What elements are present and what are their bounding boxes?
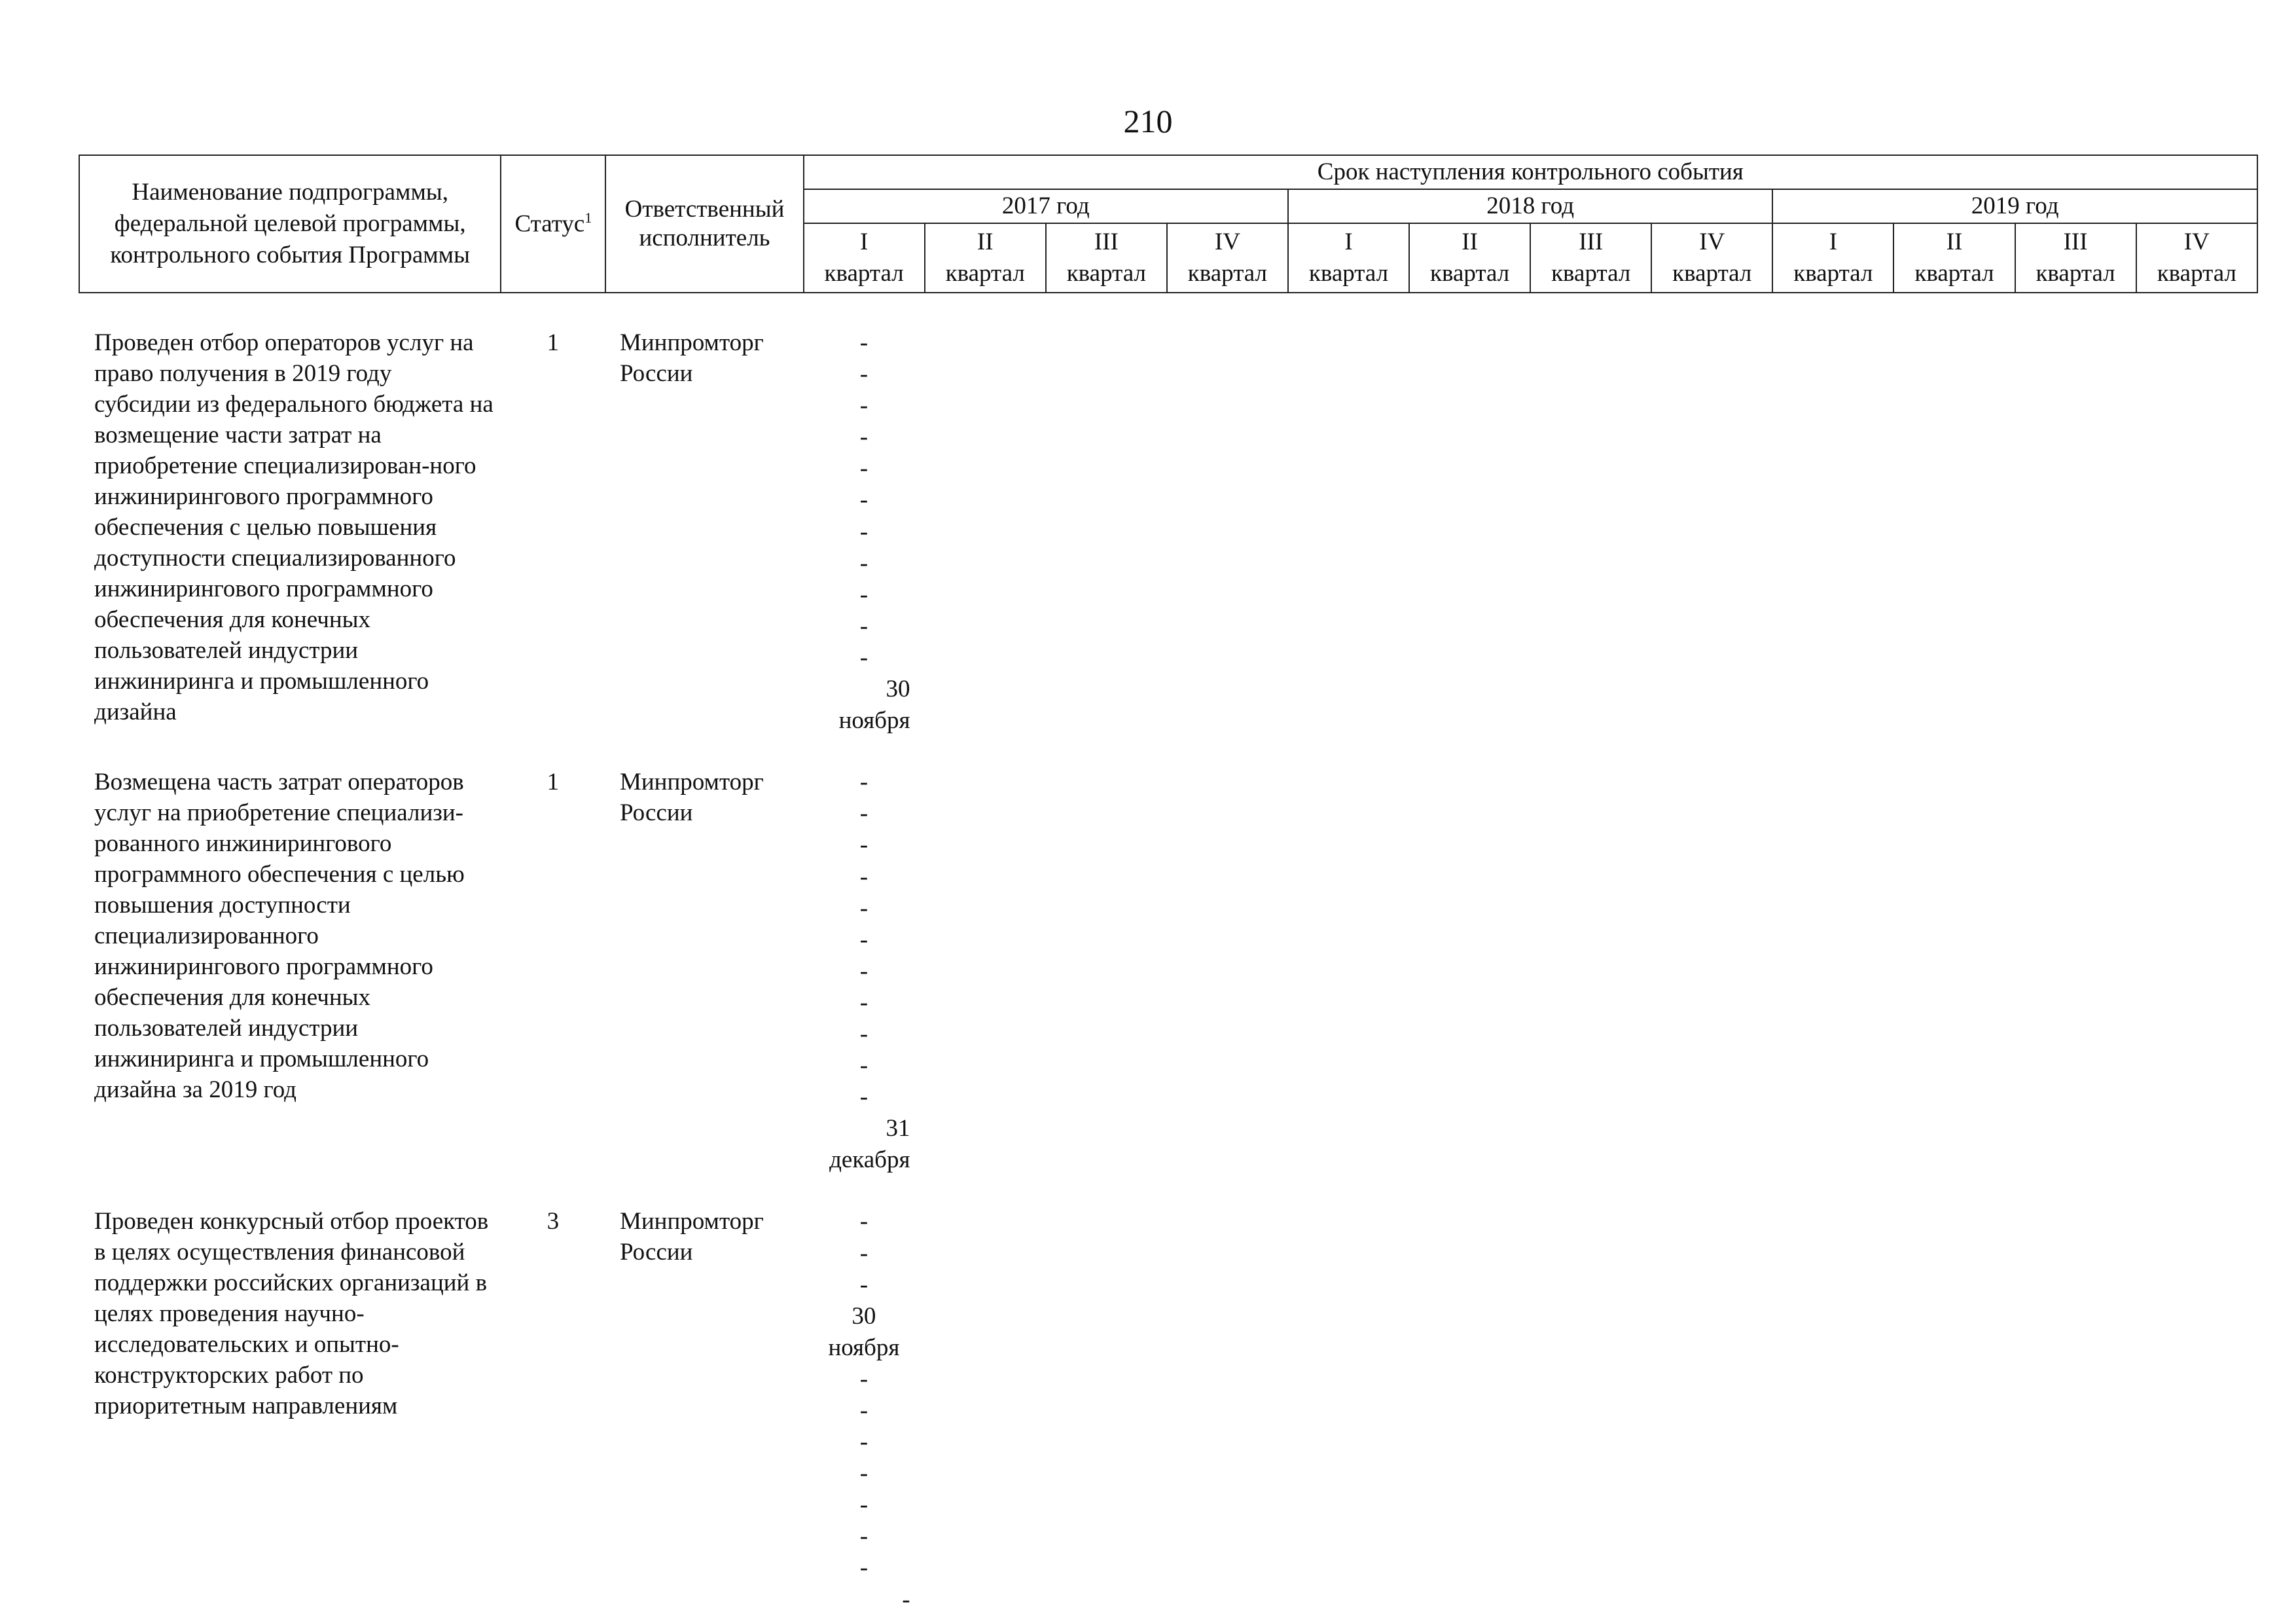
quarter-cell: -: [859, 549, 869, 577]
event-status: 1: [547, 329, 560, 356]
quarter-cell: -: [859, 1554, 869, 1582]
header-year-2017: 2017 год: [804, 189, 1288, 223]
quarter-cell: -: [859, 1020, 869, 1048]
quarter-cell: -: [859, 1429, 869, 1456]
quarter-cell: -: [859, 612, 869, 640]
header-year-2019: 2019 год: [1772, 189, 2257, 223]
header-quarter-numeral: IV: [1214, 228, 1240, 255]
header-quarter-numeral: II: [977, 228, 994, 255]
quarter-cell: -: [859, 1084, 869, 1111]
quarter-cell: -: [859, 1208, 869, 1235]
header-quarter: [1288, 223, 1409, 293]
quarter-cell: -: [859, 926, 869, 953]
header-year-2018: 2018 год: [1288, 189, 1772, 223]
event-executor: Минпромторг России: [619, 769, 764, 827]
table-header: [79, 155, 2258, 293]
header-quarter-word: квартал: [945, 260, 1025, 287]
quarter-cell: [803, 674, 924, 737]
event-name: Проведен отбор операторов услуг на право получения в 2019 году субсидии из федерального бюджета на возмещение части затрат на приобретение специализирован-ного инжинирингового программного обеспечения с целью повышения доступности специализированного инжинирингового программного обеспечения для конечных пользователей индустрии инжиниринга и промышленного дизайна: [94, 329, 493, 725]
header-quarter: [1409, 223, 1530, 293]
event-name: Проведен конкурсный отбор проектов в целях осуществления финансовой поддержки российских организаций в целях проведения научно-исследовательских и опытно-конструкторских работ по приоритетным направлениям: [94, 1208, 489, 1420]
row-spacer: [79, 737, 2258, 767]
quarter-cell-line: 30: [852, 1302, 876, 1330]
quarter-cell: -: [859, 455, 869, 483]
quarter-cell-line: декабря: [829, 1146, 910, 1174]
header-quarter-word: квартал: [1308, 260, 1389, 287]
quarter-cell: -: [859, 329, 869, 356]
quarter-cell: -: [859, 1271, 869, 1298]
quarter-cell-line: 30: [886, 676, 910, 703]
event-name: Возмещена часть затрат операторов услуг на приобретение специализи-рованного инжинирингового программного обеспечения с целью повышения доступности специализированного инжинирингового программного обеспечения для конечных пользователей индустрии инжиниринга и промышленного дизайна за 2019 год: [94, 769, 465, 1104]
header-quarter-word: квартал: [2036, 260, 2115, 287]
quarter-cell: -: [859, 424, 869, 451]
header-quarter: [1530, 223, 1651, 293]
event-status: 3: [547, 1208, 560, 1235]
event-executor: Минпромторг России: [619, 329, 764, 387]
quarter-cell: -: [859, 769, 869, 796]
header-status-footnote: 1: [584, 209, 592, 226]
event-executor: Минпромторг России: [619, 1208, 764, 1266]
header-quarter-word: квартал: [1551, 260, 1631, 287]
header-quarter-word: квартал: [1793, 260, 1873, 287]
header-quarter: [2136, 223, 2257, 293]
header-quarter-word: квартал: [1429, 260, 1510, 287]
quarter-cell-line: ноября: [828, 1334, 900, 1361]
header-quarter-word: квартал: [2157, 260, 2236, 287]
header-name-column: Наименование подпрограммы, федеральной целевой программы, контрольного события Программы: [79, 155, 501, 293]
header-quarter-numeral: IV: [2183, 228, 2210, 255]
quarter-cell: [803, 1113, 924, 1176]
header-quarter-numeral: IV: [1699, 228, 1725, 255]
quarter-cell: -: [859, 486, 869, 514]
quarter-cell-line: 31: [886, 1115, 910, 1142]
header-quarter-numeral: I: [859, 228, 869, 255]
quarter-cell: [803, 1301, 924, 1364]
table-row: [79, 327, 2258, 737]
quarter-cell: -: [859, 1239, 869, 1267]
quarter-cell-line: ноября: [838, 707, 910, 735]
header-quarter: [1772, 223, 1893, 293]
header-quarter: [1167, 223, 1288, 293]
header-quarter-word: квартал: [1066, 260, 1146, 287]
header-quarter: [804, 223, 925, 293]
quarter-cell: -: [859, 831, 869, 859]
header-quarter-word: квартал: [1672, 260, 1752, 287]
header-quarter-numeral: II: [1946, 228, 1963, 255]
quarter-cell: -: [859, 1397, 869, 1424]
header-deadline: Срок наступления контрольного события: [804, 155, 2257, 189]
header-quarter-numeral: II: [1462, 228, 1478, 255]
header-quarter-word: квартал: [1914, 260, 1994, 287]
header-quarter-word: квартал: [1187, 260, 1268, 287]
row-spacer: [79, 1176, 2258, 1206]
quarter-cell: -: [859, 800, 869, 828]
table-row: [79, 767, 2258, 1176]
header-quarter: [1893, 223, 2015, 293]
quarter-cell: -: [859, 863, 869, 890]
quarter-cell: -: [859, 957, 869, 985]
header-executor-column: Ответственный исполнитель: [605, 155, 803, 293]
header-quarter-numeral: III: [1094, 228, 1119, 255]
quarter-cell: -: [859, 1052, 869, 1080]
header-quarter: [1651, 223, 1772, 293]
quarter-cell: -: [859, 1365, 869, 1393]
header-status-label: Статус: [514, 210, 585, 237]
event-status: 1: [547, 769, 560, 796]
quarter-cell: -: [859, 581, 869, 608]
quarter-cell: -: [859, 392, 869, 420]
header-quarter-numeral: I: [1829, 228, 1838, 255]
quarter-cell: -: [859, 894, 869, 922]
header-quarter-numeral: III: [2063, 228, 2088, 255]
table-row: [79, 1206, 2258, 1615]
quarter-cell: -: [859, 1523, 869, 1550]
page-number: 210: [1123, 103, 1173, 139]
header-quarter-word: квартал: [824, 260, 904, 287]
header-quarter-numeral: III: [1579, 228, 1604, 255]
table-body: [79, 327, 2258, 1616]
quarter-cell: -: [859, 518, 869, 545]
quarter-cell: -: [859, 644, 869, 671]
quarter-cell: -: [902, 1586, 910, 1613]
header-quarter-numeral: I: [1344, 228, 1353, 255]
header-quarter: [2015, 223, 2136, 293]
header-quarter: [1046, 223, 1167, 293]
quarter-cell: -: [859, 989, 869, 1016]
header-quarter: [925, 223, 1046, 293]
quarter-cell: -: [859, 1491, 869, 1519]
quarter-cell: -: [859, 1460, 869, 1487]
header-status-column: [501, 155, 605, 293]
quarter-cell: -: [859, 361, 869, 388]
